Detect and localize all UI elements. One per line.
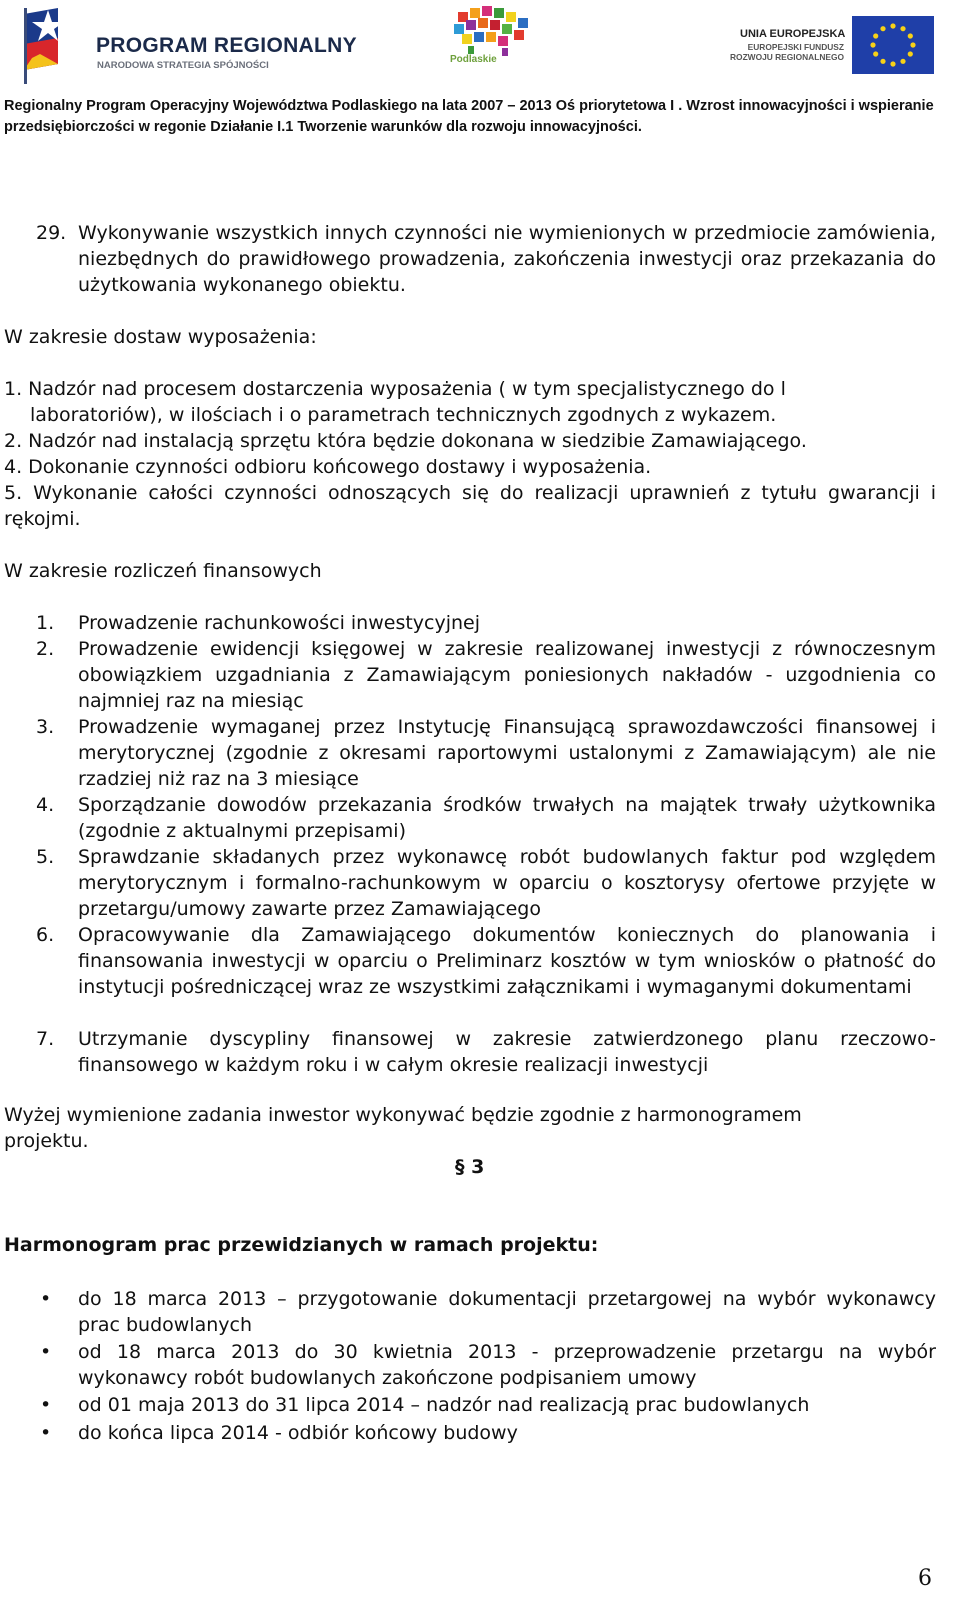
bullet: • (40, 1394, 52, 1416)
finance-item-number: 4. (36, 794, 55, 816)
schedule-item-text: do 18 marca 2013 – przygotowanie dokumentacji przetargowej na wybór wykonawcy prac budowlanych (78, 1288, 936, 1336)
ue-subtitle: EUROPEJSKI FUNDUSZ ROZWOJU REGIONALNEGO (730, 42, 844, 62)
finance-heading: W zakresie rozliczeń finansowych (4, 560, 322, 582)
finance-item-number: 5. (36, 846, 55, 868)
task-number: 29. (36, 222, 67, 244)
finance-item-text: Utrzymanie dyscypliny finansowej w zakresie zatwierdzonego planu rzeczowo-finansowego w każdym roku i w całym okresie realizacji inwestycji (78, 1028, 936, 1076)
finance-item-number: 1. (36, 612, 55, 634)
podlaskie-label: Podlaskie (450, 54, 497, 65)
ue-title: UNIA EUROPEJSKA (740, 28, 846, 40)
finance-item-2 (36, 636, 936, 714)
programme-description: Regionalny Program Operacyjny Województwa Podlaskiego na lata 2007 – 2013 Oś priorytetowa I . Wzrost innowacyjności i wspieranie przedsiębiorczości w regonie Działanie I.1 Tworzenie warunków dla rozwoju innowacyjności. (4, 98, 934, 135)
finance-item-number: 2. (36, 638, 55, 660)
finance-item-number: 7. (36, 1028, 55, 1050)
equipment-item-1: 1. Nadzór nad procesem dostarczenia wyposażenia ( w tym specjalistycznego do l laboratoriów), w ilościach i o parametrach technicznych zgodnych z wykazem. (4, 378, 786, 426)
page-header (0, 0, 960, 90)
finance-item-text: Sporządzanie dowodów przekazania środków trwałych na majątek trwały użytkownika (zgodnie z aktualnymi przepisami) (78, 794, 936, 842)
finance-item-text: Sprawdzanie składanych przez wykonawcę robót budowlanych faktur pod względem merytorycznym i formalno-rachunkowym w oparciu o kosztorysy ofertowe przyjęte w przetargu/umowy zawarte przez Zamawiającego (78, 846, 936, 920)
finance-item-5 (36, 844, 936, 922)
page-number: 6 (918, 1566, 932, 1591)
finance-item-text: Prowadzenie wymaganej przez Instytucję Finansującą sprawozdawczości finansowej i merytorycznej (zgodnie z okresami raportowymi ustalonymi z Zamawiającym) ale nie rzadziej niż raz na 3 miesiące (78, 716, 936, 790)
schedule-item-text: do końca lipca 2014 - odbiór końcowy budowy (78, 1422, 518, 1444)
finance-item-7 (36, 1026, 936, 1078)
finance-item-1 (36, 610, 936, 636)
schedule-item (40, 1392, 936, 1418)
schedule-item (40, 1420, 936, 1446)
schedule-item-text: od 18 marca 2013 do 30 kwietnia 2013 - przeprowadzenie przetargu na wybór wykonawcy robót budowlanych zakończone podpisaniem umowy (78, 1341, 936, 1389)
program-regionalny-logo (18, 4, 378, 88)
schedule-item-text: od 01 maja 2013 do 31 lipca 2014 – nadzór nad realizacją prac budowlanych (78, 1394, 810, 1416)
finance-item-text: Prowadzenie rachunkowości inwestycyjnej (78, 612, 481, 634)
schedule-item (40, 1339, 936, 1391)
finance-item-4 (36, 792, 936, 844)
schedule-heading: Harmonogram prac przewidzianych w ramach projektu: (4, 1234, 599, 1256)
equipment-heading: W zakresie dostaw wyposażenia: (4, 326, 317, 348)
bullet: • (40, 1341, 52, 1363)
program-title: PROGRAM REGIONALNY (96, 34, 357, 57)
section-mark: § 3 (455, 1156, 485, 1178)
schedule-item (40, 1286, 936, 1338)
eu-flag-icon (852, 16, 934, 74)
task-item-29 (36, 220, 936, 298)
finance-item-text: Prowadzenie ewidencji księgowej w zakresie realizowanej inwestycji z równoczesnym obowiązkiem uzgadniania z Zamawiającym poniesionych nakładów - uzgodnienia co najmniej raz na miesiąc (78, 638, 936, 712)
bullet: • (40, 1422, 52, 1444)
task-text: Wykonywanie wszystkich innych czynności nie wymienionych w przedmiocie zamówienia, niezbędnych do prawidłowego prowadzenia, zakończenia inwestycji oraz przekazania do użytkowania wykonanego obiektu. (78, 222, 936, 296)
star-flag-icon (18, 4, 98, 88)
equipment-item-5: 5. Wykonanie całości czynności odnoszących się do realizacji uprawnień z tytułu gwarancji i rękojmi. (4, 482, 936, 530)
finance-item-number: 3. (36, 716, 55, 738)
equipment-item-2: 2. Nadzór nad instalacją sprzętu która będzie dokonana w siedzibie Zamawiającego. (4, 430, 807, 452)
finance-item-6 (36, 922, 936, 1000)
program-subtitle: NARODOWA STRATEGIA SPÓJNOŚCI (97, 60, 269, 71)
closing-text: Wyżej wymienione zadania inwestor wykonywać będzie zgodnie z harmonogramem projektu. (4, 1104, 802, 1152)
finance-item-text: Opracowywanie dla Zamawiającego dokumentów koniecznych do planowania i finansowania inwestycji w oparciu o Preliminarz kosztów w tym wniosków o płatność do instytucji pośredniczącej wraz ze wszystkimi załącznikami i wymaganymi dokumentami (78, 924, 936, 998)
equipment-item-4: 4. Dokonanie czynności odbioru końcowego dostawy i wyposażenia. (4, 456, 652, 478)
finance-item-3 (36, 714, 936, 792)
finance-item-number: 6. (36, 924, 55, 946)
bullet: • (40, 1288, 52, 1310)
